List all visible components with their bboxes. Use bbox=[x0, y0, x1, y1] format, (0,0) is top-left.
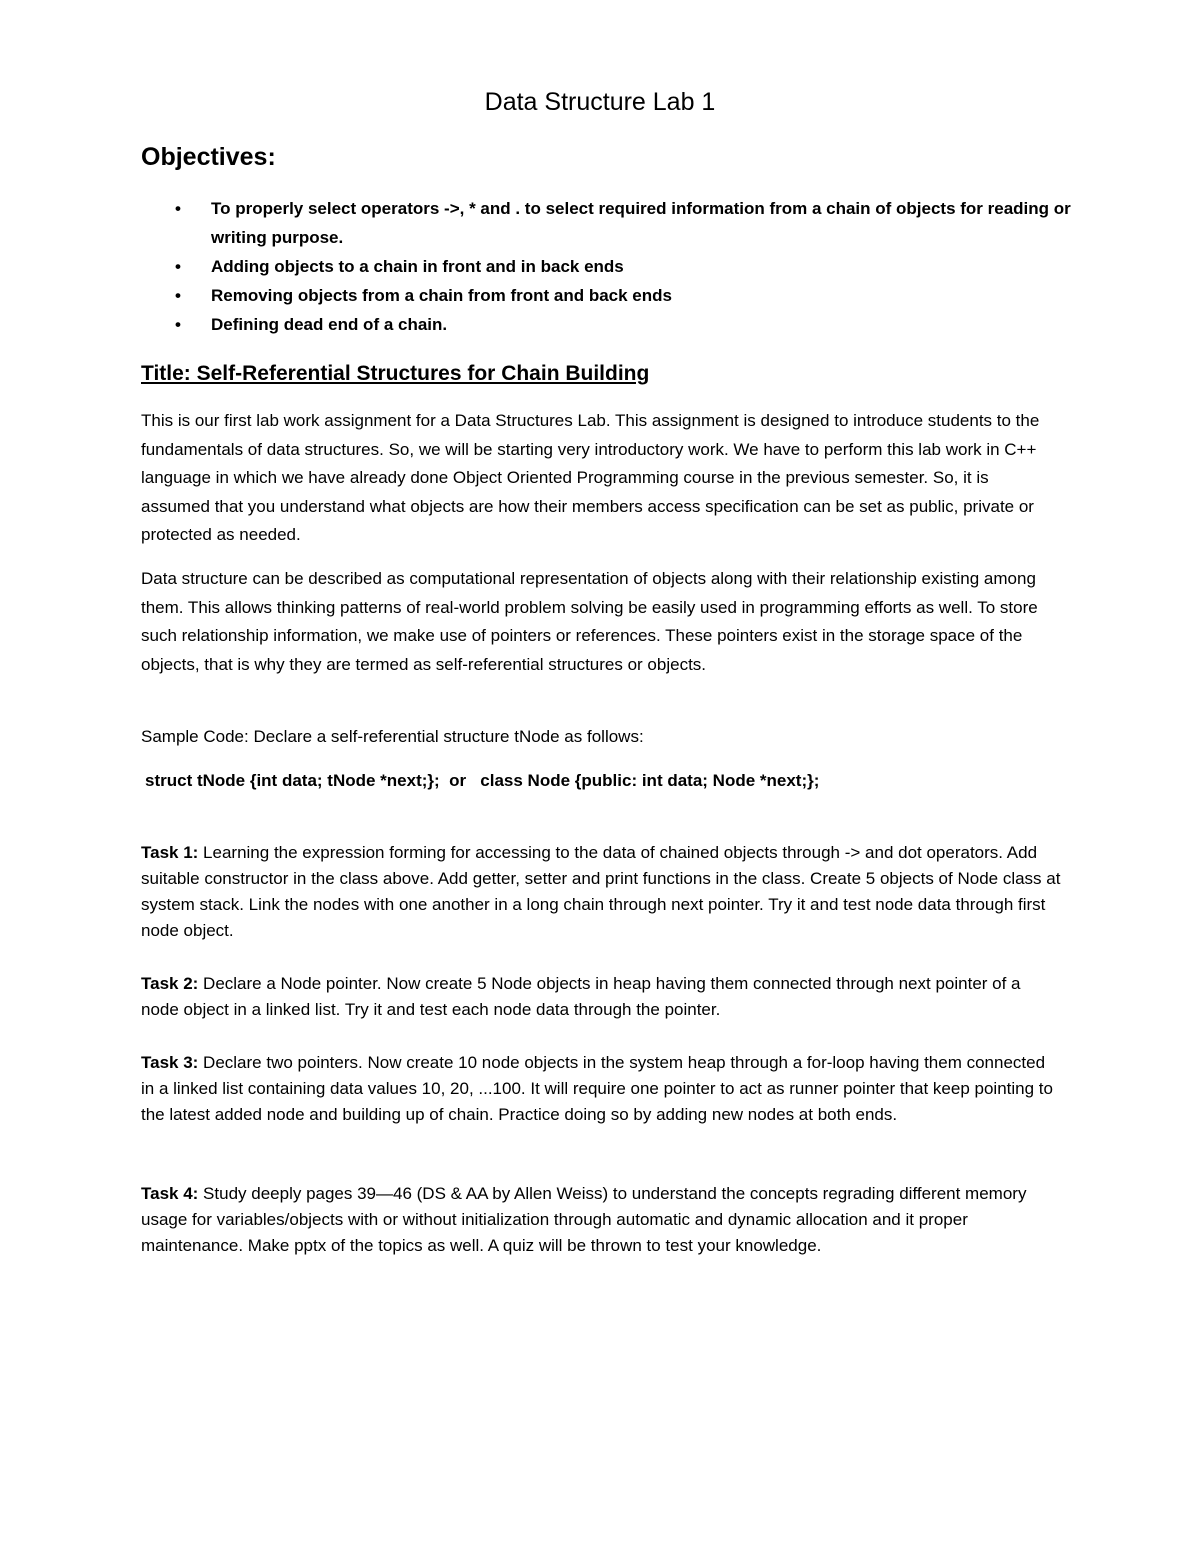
task-label: Task 1: bbox=[141, 843, 199, 862]
task-text: Study deeply pages 39—46 (DS & AA by Allen Weiss) to understand the concepts regrading different memory usage for variables/objects with or without initialization through automatic and dynamic allocation and it proper maintenance. Make pptx of the topics as well. A quiz will be thrown to test your knowledge. bbox=[141, 1184, 1027, 1255]
bullet-icon: • bbox=[175, 257, 181, 276]
task-3 bbox=[141, 1050, 1061, 1128]
objectives-list bbox=[141, 194, 1071, 339]
task-text: Declare a Node pointer. Now create 5 Node objects in heap having them connected through next pointer of a node object in a linked list. Try it and test each node data through the pointer. bbox=[141, 974, 1021, 1019]
bullet-icon: • bbox=[175, 199, 181, 218]
document-title: Data Structure Lab 1 bbox=[484, 88, 716, 116]
task-1 bbox=[141, 840, 1061, 944]
sample-code: struct tNode {int data; tNode *next;}; or class Node {public: int data; Node *next;}; bbox=[145, 771, 820, 790]
description-paragraph: Data structure can be described as computational representation of objects along with their relationship existing among them. This allows thinking patterns of real-world problem solving be easily used in programming efforts as well. To store such relationship information, we make use of pointers or references. These pointers exist in the storage space of the objects, that is why they are termed as self-referential structures or objects. bbox=[141, 569, 1038, 674]
objectives-heading: Objectives: bbox=[141, 143, 276, 171]
task-text: Declare two pointers. Now create 10 node objects in the system heap through a for-loop having them connected in a linked list containing data values 10, 20, ...100. It will require one pointer to act as runner pointer that keep pointing to the latest added node and building up of chain. Practice doing so by adding new nodes at both ends. bbox=[141, 1053, 1053, 1124]
objective-item bbox=[141, 194, 1071, 252]
bullet-icon: • bbox=[175, 315, 181, 334]
objective-text: Removing objects from a chain from front and back ends bbox=[211, 286, 672, 305]
objective-text: Defining dead end of a chain. bbox=[211, 315, 448, 334]
objective-text: To properly select operators ->, * and . to select required information from a chain of objects for reading or writing purpose. bbox=[211, 199, 1071, 247]
task-label: Task 2: bbox=[141, 974, 199, 993]
sample-code-intro: Sample Code: Declare a self-referential structure tNode as follows: bbox=[141, 727, 644, 746]
objective-item bbox=[141, 252, 1071, 281]
task-4 bbox=[141, 1181, 1061, 1259]
task-text: Learning the expression forming for accessing to the data of chained objects through -> and dot operators. Add suitable constructor in the class above. Add getter, setter and print functions in the class. Create 5 objects of Node class at system stack. Link the nodes with one another in a long chain through next pointer. Try it and test node data through first node object. bbox=[141, 843, 1061, 940]
intro-paragraph: This is our first lab work assignment for a Data Structures Lab. This assignment is designed to introduce students to the fundamentals of data structures. So, we will be starting very introductory work. We have to perform this lab work in C++ language in which we have already done Object Oriented Programming course in the previous semester. So, it is assumed that you understand what objects are how their members access specification can be set as public, private or protected as needed. bbox=[141, 411, 1040, 544]
bullet-icon: • bbox=[175, 286, 181, 305]
objective-item bbox=[141, 310, 1071, 339]
objective-text: Adding objects to a chain in front and in back ends bbox=[211, 257, 624, 276]
objective-item bbox=[141, 281, 1071, 310]
task-2 bbox=[141, 971, 1061, 1023]
section-title: Title: Self-Referential Structures for Chain Building bbox=[141, 362, 650, 385]
task-label: Task 4: bbox=[141, 1184, 199, 1203]
task-label: Task 3: bbox=[141, 1053, 199, 1072]
